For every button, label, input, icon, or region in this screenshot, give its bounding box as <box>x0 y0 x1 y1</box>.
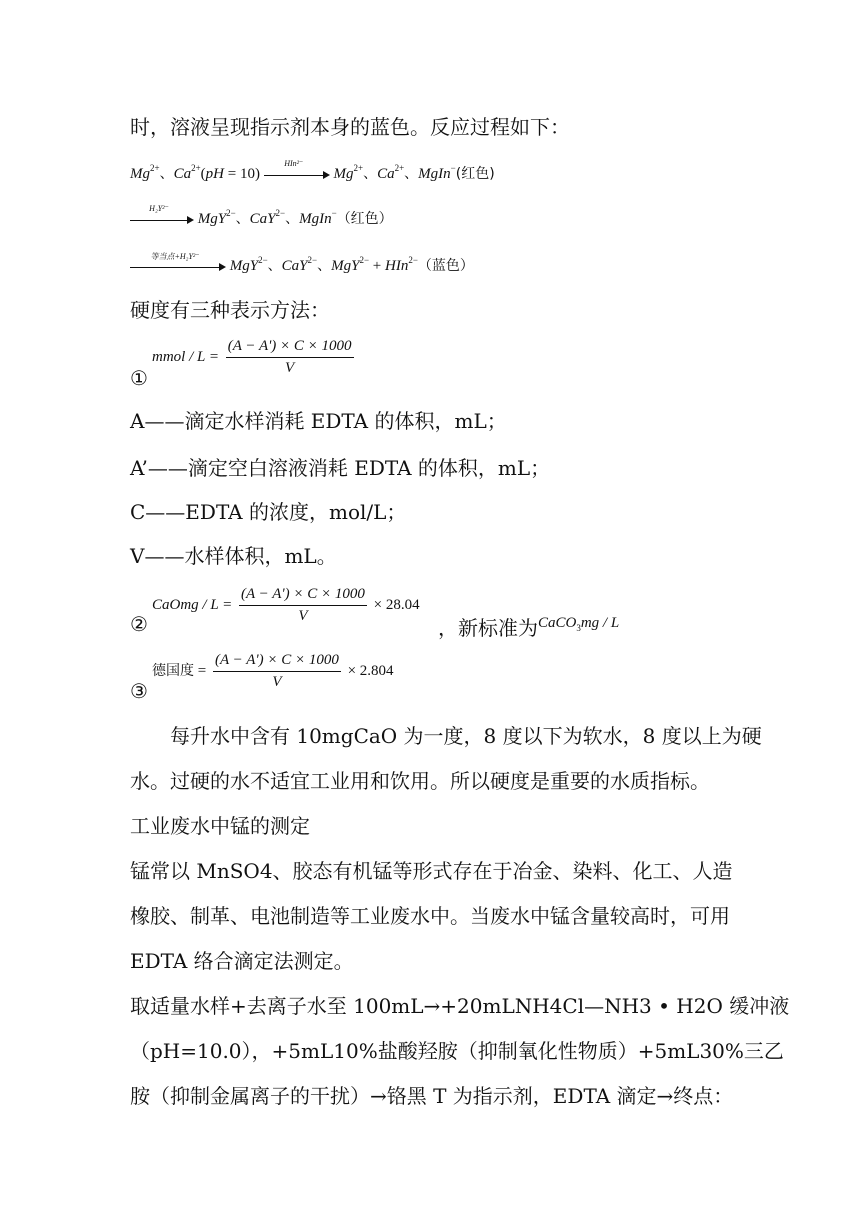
formula-2: CaOmg / L = $\frac{(A - A') \times C \times 1000}{V}$ × 28.04 <box>152 586 420 624</box>
paragraph-line: 每升水中含有 10mgCaO 为一度，8 度以下为软水，8 度以上为硬 <box>170 724 762 748</box>
formula-3: 德国度 = $\frac{(A - A') \times C \times 1000}{V}$ × 2.804 <box>152 652 394 690</box>
paragraph-line: 胺（抑制金属离子的干扰）→铬黑 T 为指示剂，EDTA 滴定→终点： <box>130 1084 734 1108</box>
paragraph-line: 橡胶、制革、电池制造等工业废水中。当废水中锰含量较高时，可用 <box>130 904 730 928</box>
text-line: 硬度有三种表示方法： <box>130 298 330 322</box>
section-heading: 工业废水中锰的测定 <box>130 814 310 838</box>
formula-1: mmol / L = $\frac{(A - A') \times C \times 1000}{V}$ <box>152 338 352 376</box>
formula-number: ① <box>130 366 148 390</box>
paragraph-line: （pH=10.0），+5mL10%盐酸羟胺（抑制氧化性物质）+5mL30%三乙 <box>130 1039 784 1063</box>
paragraph-line: 取适量水样+去离子水至 100mL→+20mLNH4Cl—NH3 • H2O 缓冲液 <box>130 994 790 1018</box>
definition-c: C——EDTA 的浓度，mol/L； <box>130 500 407 524</box>
fraction: $\frac{(A - A') \times C \times 1000}{V}$ <box>241 586 365 624</box>
paragraph-line: 水。过硬的水不适宜工业用和饮用。所以硬度是重要的水质指标。 <box>130 769 710 793</box>
reaction-equation-1: $Mg^{2+}$、$Ca^{2+}(pH = 10)$ HIn²⁻ $Mg^{2+}$、$Ca^{2+}$、MgIn−(红色) <box>130 158 495 182</box>
formula-number: ③ <box>130 679 148 703</box>
reaction-equation-3: 等当点+H₂Y²⁻ MgY$^{2-}$、CaY$^{2-}$、MgY$^{2-}$ + HIn$^{2-}$（蓝色） <box>130 255 474 275</box>
reaction-equation-2: H₂Y²⁻ MgY$^{2-}$、CaY$^{2-}$、MgIn−（红色） <box>130 208 393 228</box>
formula-number: ② <box>130 612 148 636</box>
paragraph-line: 锰常以 MnSO4、胶态有机锰等形式存在于冶金、染料、化工、人造 <box>130 859 733 883</box>
text-line: 时，溶液呈现指示剂本身的蓝色。反应过程如下： <box>130 115 570 139</box>
definition-a-prime: A’——滴定空白溶液消耗 EDTA 的体积，mL； <box>130 456 551 480</box>
paragraph-line: EDTA 络合滴定法测定。 <box>130 949 354 973</box>
definition-a: A——滴定水样消耗 EDTA 的体积，mL； <box>130 409 507 433</box>
reaction-arrow-icon: H₂Y²⁻ <box>130 213 194 227</box>
new-standard-note: ，新标准为$^{CaCO_3mg / L}$ <box>438 615 620 640</box>
fraction: $\frac{(A - A') \times C \times 1000}{V}$ <box>227 338 352 376</box>
definition-v: V——水样体积，mL。 <box>130 544 337 568</box>
reaction-arrow-icon: HIn²⁻ <box>264 168 330 182</box>
fraction: $\frac{(A - A') \times C \times 1000}{V}$ <box>214 652 339 690</box>
reaction-arrow-icon: 等当点+H₂Y²⁻ <box>130 260 226 274</box>
